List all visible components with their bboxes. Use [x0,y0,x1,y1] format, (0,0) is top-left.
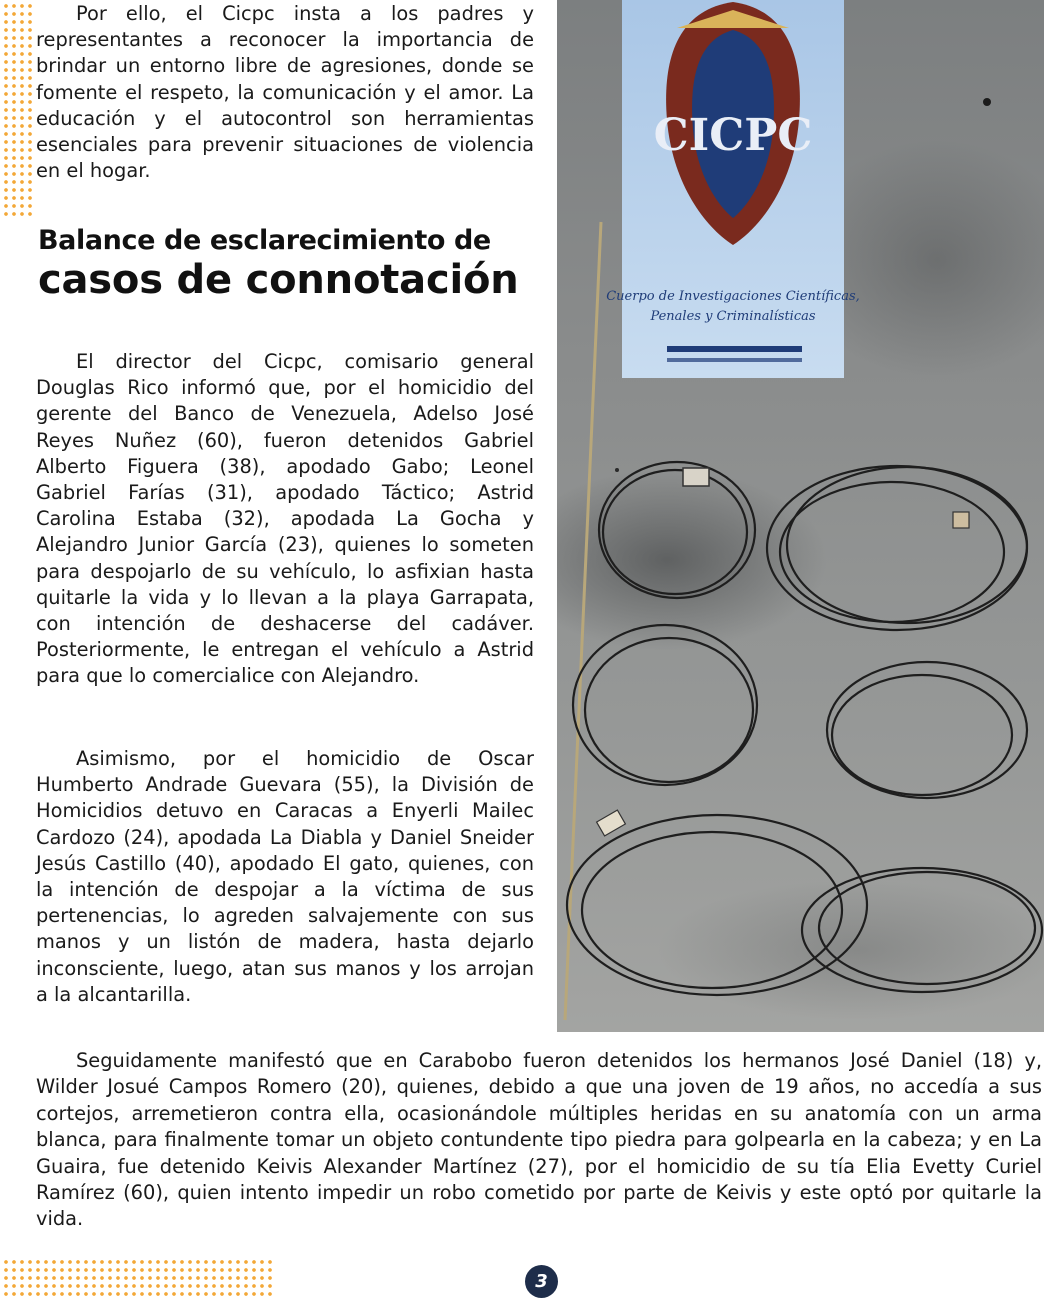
body-paragraph-2 [36,746,534,1008]
intro-text: Por ello, el Cicpc insta a los padres y representantes a reconocer la importancia de brindar un entorno libre de agresiones, donde se fomente el respeto, la comunicación y el amor. La educación y el autocontrol son herramientas esenciales para prevenir situaciones de violencia en el hogar. [36,2,534,183]
evidence-photo [557,0,1044,1032]
page-number-badge: 3 [525,1265,558,1298]
sign-caption-line2: Penales y Criminalísticas [650,309,816,324]
intro-paragraph [36,1,534,184]
section-title [38,225,538,303]
body-paragraph-3: Seguidamente manifestó que en Carabobo fueron detenidos los hermanos José Daniel (18) y, Wilder Josué Campos Romero (20), quienes, debido a que una joven de 19 años, no accedía a sus cortejos, arremetieron contra ella, ocasionándole múltiples heridas en su anatomía con un arma blanca, para finalmente tomar un objeto contundente tipo piedra para golpearla en la cabeza; y en La Guaira, fue detenido Keivis Alexander Martínez (27), por el homicidio de su tía Elia Evetty Curiel Ramírez (60), quien intento impedir un robo cometido por parte de Keivis y este optó por quitarle la vida. [36,1049,1042,1231]
sign-caption-line1: Cuerpo de Investigaciones Científicas, [606,289,860,304]
cicpc-sign [606,0,860,378]
body-paragraph-1-text: El director del Cicpc, comisario general Douglas Rico informó que, por el homicidio del gerente del Banco de Venezuela, Adelso José Reyes Nuñez (60), fueron detenidos Gabriel Alberto Figuera (38), apodado Gabo; Leonel Gabriel Farías (31), apodado Táctico; Astrid Carolina Estaba (32), apodada La Gocha y Alejandro Junior García (23), quienes lo someten para despojarlo de su vehículo, lo asfixian hasta quitarle la vida y lo llevan a la playa Garrapata, con intención de deshacerse del cadáver. Posteriormente, le entregan el vehículo a Astrid para que lo comercialice con Alejandro. [36,350,534,688]
sign-badge-text: CICPC [653,110,813,161]
section-title-line1: Balance de esclarecimiento de [38,225,491,256]
decorative-dots-left [0,0,36,220]
decorative-dots-bottom [2,1258,274,1300]
body-paragraph-2-text: Asimismo, por el homicidio de Oscar Humberto Andrade Guevara (55), la División de Homicidios detuvo en Caracas a Enyerli Mailec Cardozo (24), apodada La Diabla y Daniel Sneider Jesús Castillo (40), apodado El gato, quienes, con la intención de despojar a la víctima de sus pertenencias, lo agreden salvajemente con sus manos y un listón de madera, hasta dejarlo inconsciente, luego, atan sus manos y los arrojan a la alcantarilla. [36,747,534,1006]
section-title-line2: casos de connotación [38,257,519,303]
body-paragraph-1 [36,349,534,690]
